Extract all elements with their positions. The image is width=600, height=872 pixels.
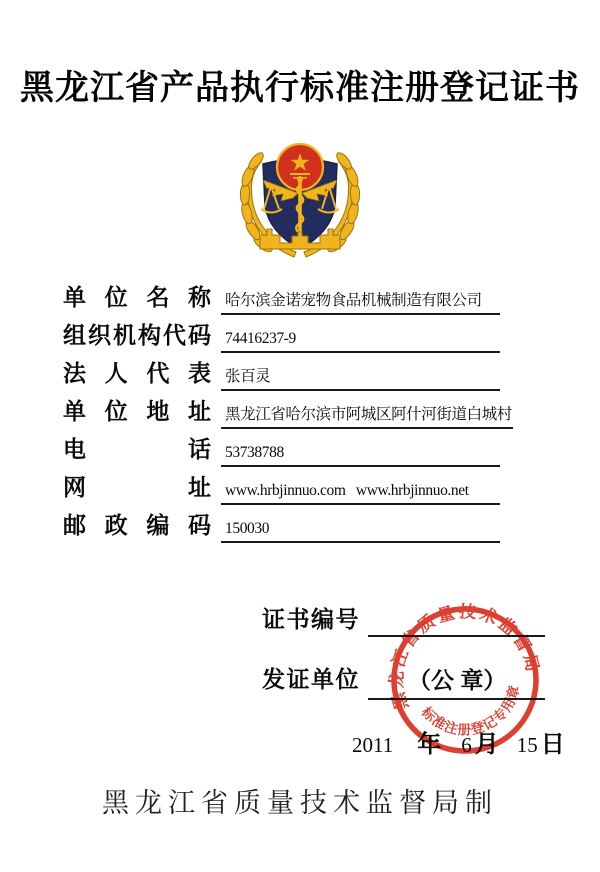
issuer-seal-note: （公 章） bbox=[368, 662, 545, 700]
cert-number-label: 证书编号 bbox=[262, 606, 360, 632]
field-row-unit-name bbox=[63, 277, 500, 315]
field-label-org-code: 组织机构代码 bbox=[63, 322, 211, 348]
field-row-address bbox=[63, 391, 512, 429]
date-year: 2011 bbox=[352, 733, 394, 757]
field-value-org-code: 74416237-9 bbox=[221, 330, 500, 353]
certificate-title: 黑龙江省产品执行标准注册登记证书 bbox=[20, 70, 580, 107]
field-value-address: 黑龙江省哈尔滨市阿城区阿什河街道白城村 bbox=[221, 406, 513, 429]
cert-number-value-line bbox=[368, 598, 545, 637]
field-value-legal-rep: 张百灵 bbox=[221, 368, 500, 391]
field-row-phone bbox=[63, 429, 500, 467]
field-label-unit-name: 单位名称 bbox=[63, 284, 211, 310]
date-month-unit: 月 bbox=[474, 731, 499, 758]
field-row-postcode bbox=[63, 505, 500, 543]
field-row-legal-rep bbox=[63, 353, 500, 391]
registration-fields bbox=[63, 277, 512, 543]
issuer-row bbox=[262, 663, 545, 700]
issuer-label: 发证单位 bbox=[262, 666, 360, 692]
seal-bottom-text: 标准注册登记专用章 bbox=[418, 683, 523, 738]
date-day: 15 bbox=[516, 733, 538, 757]
field-label-phone: 电话 bbox=[63, 436, 211, 462]
field-row-website bbox=[63, 467, 500, 505]
date-year-unit: 年 bbox=[417, 731, 442, 758]
field-label-postcode: 邮政编码 bbox=[63, 512, 211, 538]
footer-issuer-text: 黑龙江省质量技术监督局制 bbox=[102, 788, 498, 818]
quality-supervision-emblem-icon bbox=[230, 131, 370, 265]
cert-number-row bbox=[262, 600, 545, 637]
date-day-unit: 日 bbox=[540, 731, 565, 758]
field-row-org-code bbox=[63, 315, 500, 353]
field-label-address: 单位地址 bbox=[63, 398, 211, 424]
field-value-website: www.hrbjinnuo.com www.hrbjinnuo.net bbox=[221, 482, 500, 505]
field-value-unit-name: 哈尔滨金诺宠物食品机械制造有限公司 bbox=[221, 292, 500, 315]
field-label-legal-rep: 法人代表 bbox=[63, 360, 211, 386]
date-month: 6 bbox=[461, 733, 472, 757]
field-value-phone: 53738788 bbox=[221, 444, 500, 467]
field-value-postcode: 150030 bbox=[221, 520, 500, 543]
issue-date bbox=[352, 724, 565, 759]
seal-ring-text: 黑龙江省质量技术监督局 bbox=[387, 601, 543, 712]
field-label-website: 网址 bbox=[63, 474, 211, 500]
